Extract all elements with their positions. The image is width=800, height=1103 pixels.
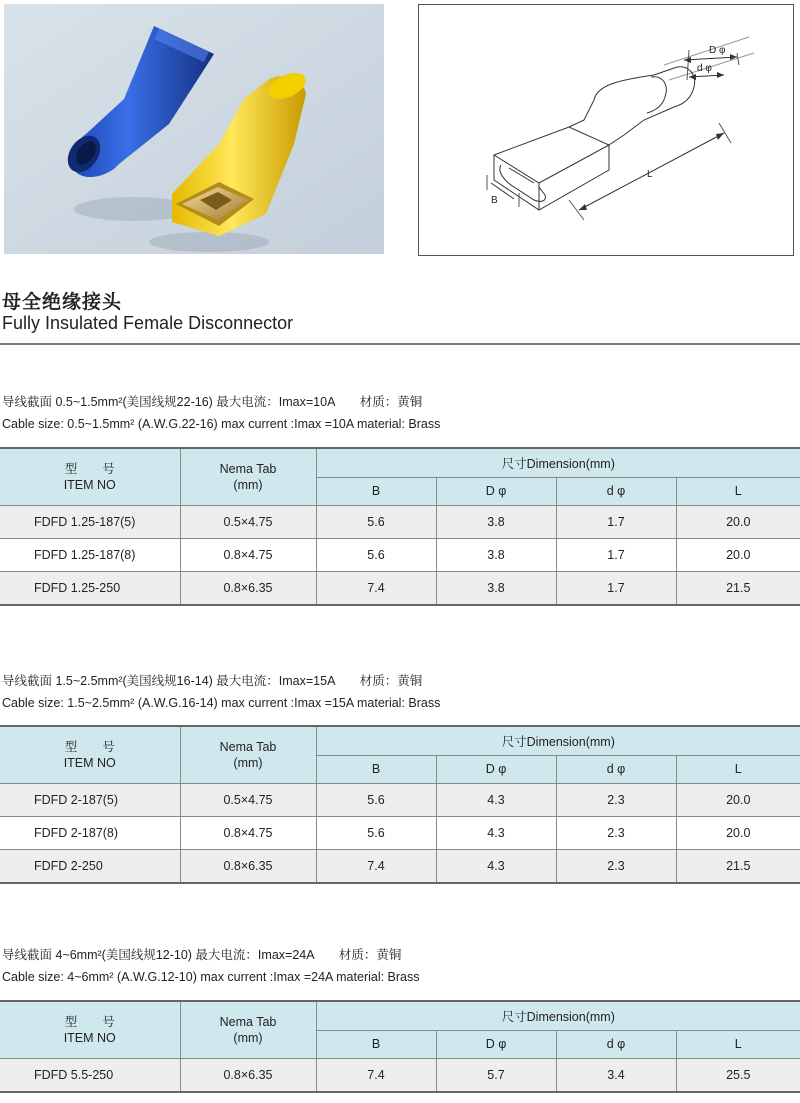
table-row: FDFD 1.25-187(8) 0.8×4.75 5.6 3.8 1.7 20.0	[0, 538, 800, 571]
header-D: D φ	[436, 755, 556, 783]
header-d: d φ	[556, 477, 676, 505]
product-photo	[4, 4, 384, 254]
label-d: d φ	[697, 63, 712, 74]
header-L: L	[676, 477, 800, 505]
spec-cn-3: 导线截面 4~6mm²(美国线规12-10) 最大电流：Imax=24A 材质：黄铜	[2, 948, 402, 962]
header-B: B	[316, 1030, 436, 1058]
label-B: B	[491, 195, 498, 206]
spec-cn-2: 导线截面 1.5~2.5mm²(美国线规16-14) 最大电流：Imax=15A 材质：黄铜	[2, 674, 423, 688]
table-row: FDFD 2-187(8) 0.8×4.75 5.6 4.3 2.3 20.0	[0, 816, 800, 849]
table-row: FDFD 2-187(5) 0.5×4.75 5.6 4.3 2.3 20.0	[0, 783, 800, 816]
header-dimension: 尺寸Dimension(mm)	[316, 448, 800, 477]
table-row: FDFD 1.25-250 0.8×6.35 7.4 3.8 1.7 21.5	[0, 571, 800, 605]
header-item-no: 型 号 ITEM NO	[0, 726, 180, 783]
title-chinese: 母全绝缘接头	[2, 291, 123, 313]
table-row: FDFD 1.25-187(5) 0.5×4.75 5.6 3.8 1.7 20.0	[0, 505, 800, 538]
table-row: FDFD 5.5-250 0.8×6.35 7.4 5.7 3.4 25.5	[0, 1058, 800, 1092]
dimension-table-1	[0, 447, 800, 606]
label-L: L	[647, 169, 653, 180]
title-divider	[0, 343, 800, 345]
header-nema-tab: Nema Tab (mm)	[180, 1001, 316, 1058]
spec-cn-1: 导线截面 0.5~1.5mm²(美国线规22-16) 最大电流：Imax=10A 材质：黄铜	[2, 395, 423, 409]
spec-en-1: Cable size: 0.5~1.5mm² (A.W.G.22-16) max current :Imax =10A material: Brass	[2, 417, 441, 431]
header-dimension: 尺寸Dimension(mm)	[316, 1001, 800, 1030]
spec-en-2: Cable size: 1.5~2.5mm² (A.W.G.16-14) max current :Imax =15A material: Brass	[2, 696, 441, 710]
header-item-no: 型 号 ITEM NO	[0, 1001, 180, 1058]
label-D: D φ	[709, 45, 726, 56]
header-B: B	[316, 755, 436, 783]
header-B: B	[316, 477, 436, 505]
header-L: L	[676, 1030, 800, 1058]
header-d: d φ	[556, 1030, 676, 1058]
header-dimension: 尺寸Dimension(mm)	[316, 726, 800, 755]
title-english: Fully Insulated Female Disconnector	[2, 313, 294, 333]
header-d: d φ	[556, 755, 676, 783]
header-L: L	[676, 755, 800, 783]
table-row: FDFD 2-250 0.8×6.35 7.4 4.3 2.3 21.5	[0, 849, 800, 883]
header-D: D φ	[436, 1030, 556, 1058]
header-nema-tab: Nema Tab (mm)	[180, 448, 316, 505]
spec-en-3: Cable size: 4~6mm² (A.W.G.12-10) max current :Imax =24A material: Brass	[2, 970, 420, 984]
header-D: D φ	[436, 477, 556, 505]
dimension-table-3	[0, 1000, 800, 1093]
dimension-drawing	[418, 4, 794, 256]
header-nema-tab: Nema Tab (mm)	[180, 726, 316, 783]
header-item-no: 型 号 ITEM NO	[0, 448, 180, 505]
dimension-table-2	[0, 725, 800, 884]
